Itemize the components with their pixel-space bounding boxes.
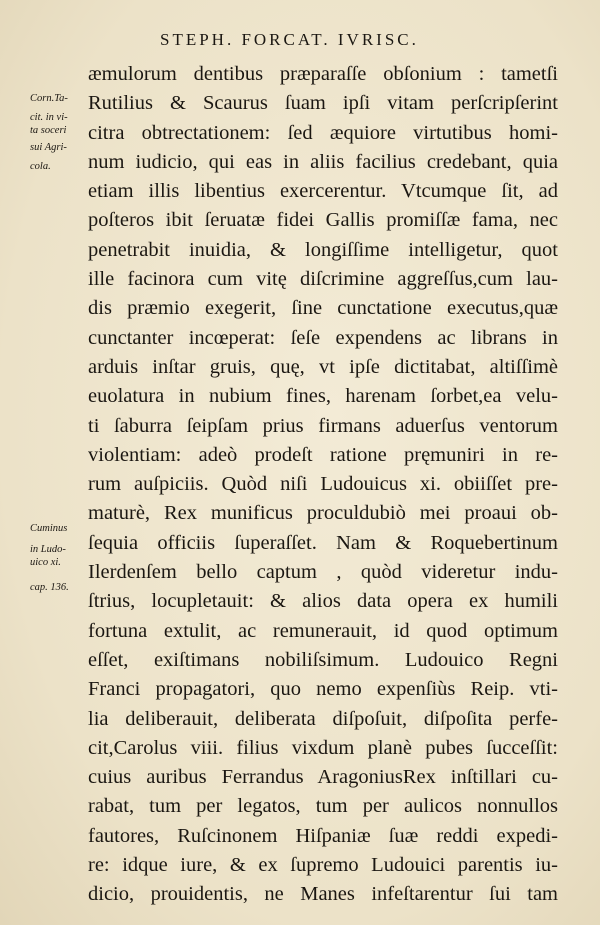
margin-note-line: cola. (30, 161, 51, 172)
text-line: penetrabit inuidia, & longiſſime intelligetur, quot (88, 238, 558, 261)
text-line: ſtrius, locupletauit: & alios data opera ex humili (88, 590, 558, 613)
text-line: citra obtrectationem: ſed æquiore virtutibus homi- (88, 121, 558, 144)
margin-note-line: in Ludo- (30, 544, 66, 555)
text-line: dicio, prouidentis, ne Manes infeſtarentur ſui tam (88, 883, 558, 906)
text-line: violentiam: adeò prodeſt ratione pręmuniri in re- (88, 443, 558, 466)
text-line: num iudicio, qui eas in aliis facilius credebant, quia (88, 150, 558, 173)
margin-note-line: ta soceri (30, 125, 67, 136)
text-line: euolatura in nubium fines, harenam ſorbet,ea velu- (88, 385, 558, 408)
text-line: arduis inſtar gruis, quę, vt ipſe dictitabat, altiſſimè (88, 355, 558, 378)
margin-note-line: uico xi. (30, 557, 61, 568)
margin-note-line: Cuminus (30, 523, 68, 534)
text-line: cunctanter incœperat: ſeſe expendens ac librans in (88, 326, 558, 349)
text-line: ille facinora cum vitę diſcrimine aggreſſus,cum lau- (88, 268, 558, 291)
text-line: maturè, Rex munificus proculdubiò mei proaui ob- (88, 502, 558, 525)
text-line: Franci propagatori, quo nemo expenſiùs Reip. vti- (88, 678, 558, 701)
margin-note-line: sui Agri- (30, 142, 67, 153)
text-line: Ilerdenſem bello captum , quòd videretur indu- (88, 561, 558, 584)
text-line: eſſet, exiſtimans nobiliſsimum. Ludouico Regni (88, 648, 558, 671)
text-line: ſequia officiis ſuperaſſet. Nam & Roquebertinum (88, 531, 558, 554)
text-line: Rutilius & Scaurus ſuam ipſi vitam perſcripſerint (88, 92, 558, 115)
text-line: cit,Carolus viii. filius vixdum planè pubes ſucceſſit: (88, 736, 558, 759)
margin-note-line: cit. in vi- (30, 112, 68, 123)
margin-note-tacitus (30, 92, 92, 173)
text-line: ti ſaburra ſeipſam prius firmans aduerſus ventorum (88, 414, 558, 437)
text-line: re: idque iure, & ex ſupremo Ludouici parentis iu- (88, 854, 558, 877)
text-line: fautores, Ruſcinonem Hiſpaniæ ſuæ reddi expedi- (88, 824, 558, 847)
text-line: poſteros ibit ſeruatæ fidei Gallis promiſſæ fama, nec (88, 209, 558, 232)
text-line: cuius auribus Ferrandus AragoniusRex inſtillari cu- (88, 766, 558, 789)
text-line: etiam illis libentius exercerentur. Vtcumque ſit, ad (88, 180, 558, 203)
text-line: æmulorum dentibus præparaſſe obſonium : tametſi (88, 63, 558, 85)
margin-note-cuminus (30, 522, 92, 594)
text-line: rum auſpiciis. Quòd niſi Ludouicus xi. obiiſſet pre- (88, 473, 558, 496)
text-line: fortuna extulit, ac remunerauit, id quod optimum (88, 619, 558, 642)
running-head: STEPH. FORCAT. IVRISC. (160, 30, 419, 49)
margin-note-line: cap. 136. (30, 582, 69, 593)
margin-note-line: Corn.Ta- (30, 93, 68, 104)
text-line: lia deliberauit, deliberata diſpoſuit, diſpoſita perfe- (88, 707, 558, 730)
text-line: dis præmio exegerit, ſine cunctatione executus,quæ (88, 297, 558, 320)
body-text (88, 60, 558, 910)
text-line: rabat, tum per legatos, tum per aulicos nonnullos (88, 795, 558, 818)
